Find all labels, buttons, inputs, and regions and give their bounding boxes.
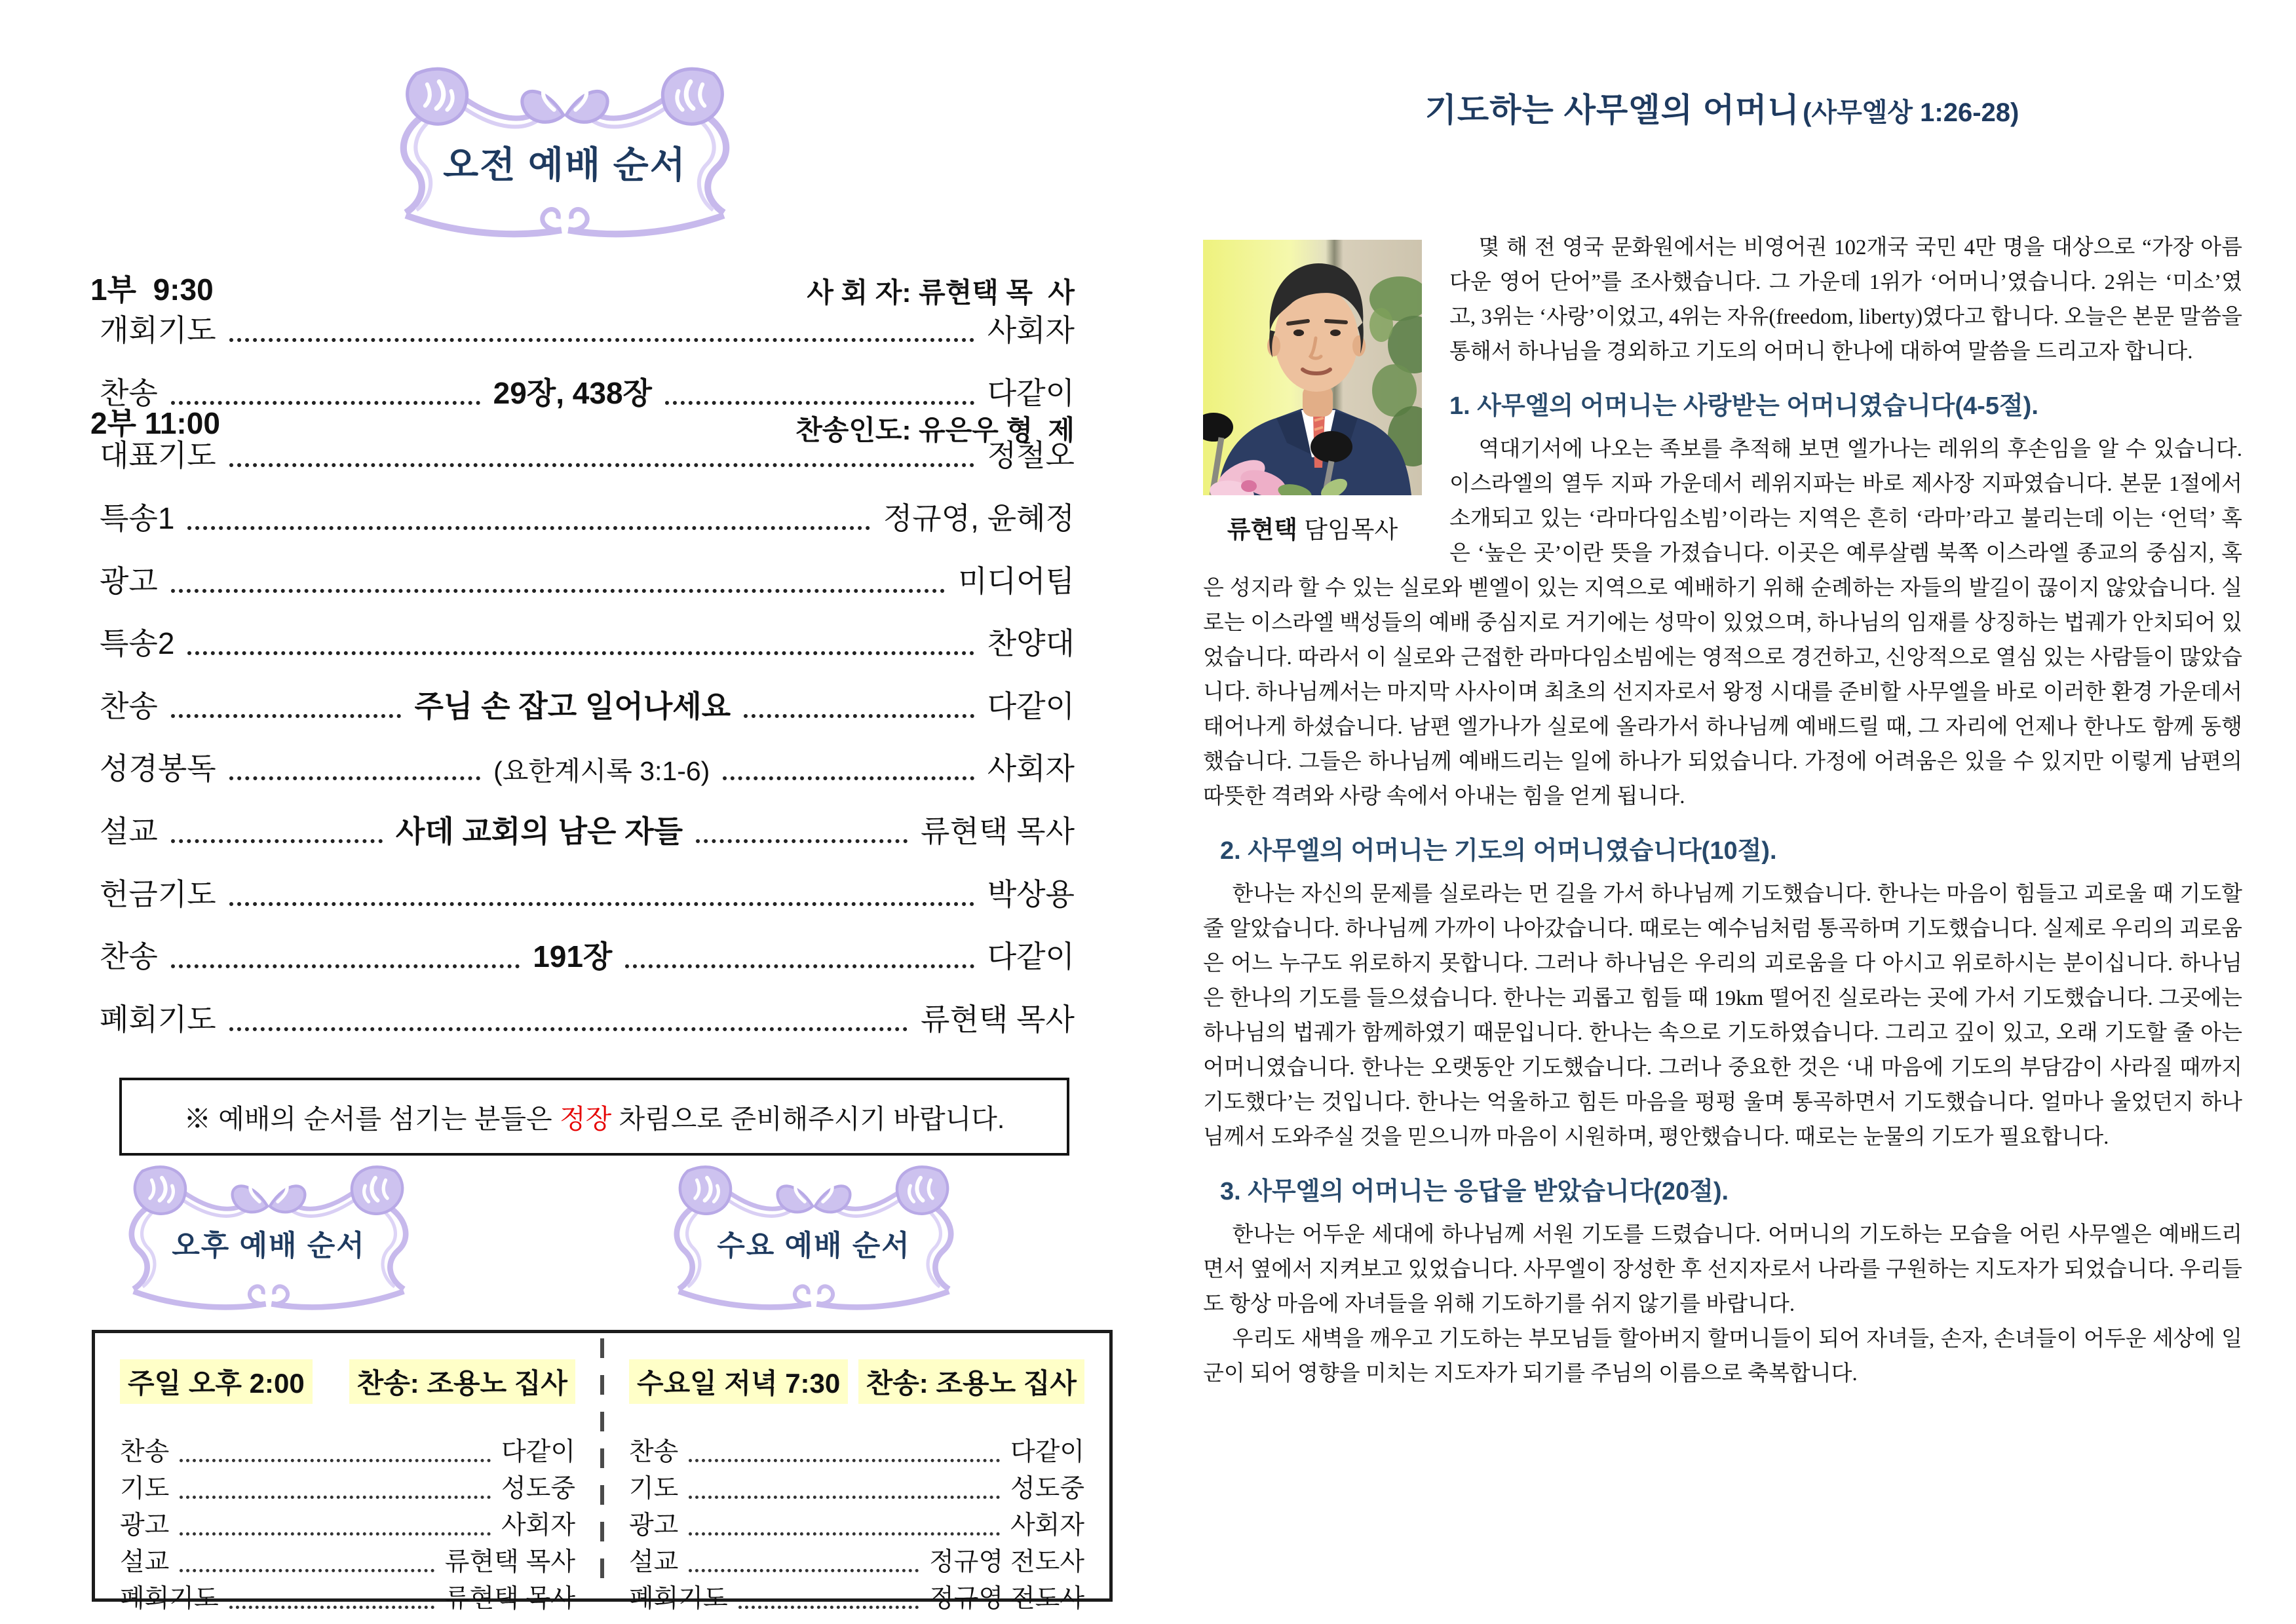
wednesday-schedule-column: [604, 1333, 1109, 1613]
dotted-leader: [689, 1569, 919, 1572]
dotted-leader: [696, 839, 908, 843]
dotted-leader: [723, 776, 974, 780]
song-leader-line: 찬송인도: 유은우 형 제: [795, 415, 1075, 445]
order-row-representative-prayer: 대표기도 정철오: [100, 438, 1075, 473]
wednesday-leader-badge: 찬송: 조용노 집사: [858, 1359, 1084, 1404]
dotted-leader: [229, 776, 480, 780]
dotted-leader: [665, 401, 974, 405]
pastor-photo: [1203, 240, 1422, 495]
schedule-row: 기도 성도중: [120, 1475, 575, 1503]
page-right-sermon: [1148, 0, 2296, 1624]
pastor-name: 류현택: [1227, 516, 1297, 543]
order-row-special-song-1: 특송1 정규영, 윤혜정: [100, 500, 1075, 535]
afternoon-service-title: 오후 예배 순서: [172, 1230, 366, 1262]
sermon-section-3-paragraph-2: 우리도 새벽을 깨우고 기도하는 부모님들 할아버지 할머니들이 되어 자녀들, 손자, 손녀들이 어두운 세상에 일군이 되어 영향을 미치는 지도자가 되기를 주님의 이름으로 축복합니다.: [1203, 1327, 2242, 1386]
dotted-leader: [229, 338, 974, 342]
morning-service-title: 오전 예배 순서: [443, 144, 687, 185]
dotted-leader: [171, 964, 520, 968]
sermon-section-3-paragraph-1: 한나는 어두운 세대에 하나님께 서원 기도를 드렸습니다. 어머니의 기도하는 모습을 어린 사무엘은 예배드리면서 옆에서 지켜보고 있었습니다. 사무엘이 장성한 후 선지자로서 나라를 구원하는 지도자가 되었습니다. 우리들도 항상 마음에 자녀들을 위해 기도하기를 쉬지 않기를 바랍니다.: [1203, 1223, 2242, 1316]
sermon-title-text: 기도하는 사무엘의 어머니: [1425, 92, 1800, 128]
afternoon-schedule-header: [120, 1359, 575, 1404]
dotted-leader: [171, 589, 945, 593]
order-row-hymn: 찬송 29장, 438장 다같이: [100, 375, 1075, 410]
wednesday-ornament-frame: [643, 1156, 984, 1327]
dotted-leader: [689, 1459, 1000, 1462]
afternoon-leader-badge: 찬송: 조용노 집사: [349, 1359, 575, 1404]
worship-order-list: [100, 307, 1075, 1039]
dress-code-notice: ※ 예배의 순서를 섬기는 분들은 정장 차림으로 준비해주시기 바랍니다.: [119, 1078, 1069, 1156]
sermon-body: [1203, 231, 2242, 1391]
schedule-row: 설교 정규영 전도사: [629, 1548, 1084, 1576]
order-row-closing-prayer: 폐회기도 류현택 목사: [100, 1002, 1075, 1036]
order-row-scripture-reading: 성경봉독 (요한계시록 3:1-6) 사회자: [100, 751, 1075, 787]
order-row-sermon: 설교 사데 교회의 남은 자들 류현택 목사: [100, 814, 1075, 848]
sermon-title: [1148, 84, 2296, 131]
sermon-section-2-heading: 2. 사무엘의 어머니는 기도의 어머니였습니다(10절).: [1220, 837, 1777, 865]
dotted-leader: [171, 839, 383, 843]
order-row-announcements: 광고 미디어팀: [100, 563, 1075, 598]
dress-code-emphasis: 정장: [559, 1104, 612, 1134]
wednesday-schedule-rows: [629, 1431, 1084, 1615]
schedule-row: 설교 류현택 목사: [120, 1548, 575, 1576]
dotted-leader: [180, 1569, 434, 1572]
dotted-leader: [229, 463, 974, 467]
schedule-row: 기도 성도중: [629, 1475, 1084, 1503]
presider-line: 사 회 자: 류현택 목 사: [807, 277, 1075, 308]
dotted-leader: [187, 651, 974, 655]
sermon-section-1-heading: 1. 사무엘의 어머니는 사랑받는 어머니였습니다(4-5절).: [1449, 392, 2038, 420]
schedule-row: 광고 사회자: [120, 1511, 575, 1539]
schedule-row: 폐회기도 류현택 목사: [120, 1585, 575, 1613]
wednesday-schedule-header: [629, 1359, 1084, 1404]
floral-ornament-frame: [364, 56, 765, 257]
afternoon-schedule-rows: [120, 1431, 575, 1615]
afternoon-time-badge: 주일 오후 2:00: [120, 1359, 313, 1404]
schedule-row: 폐회기도 정규영 전도사: [629, 1585, 1084, 1613]
schedule-row: 찬송 다같이: [120, 1438, 575, 1466]
afternoon-ornament-frame: [98, 1156, 439, 1327]
dotted-leader: [744, 714, 974, 718]
order-row-offering-prayer: 헌금기도 박상용: [100, 877, 1075, 911]
sermon-section-1-paragraph: 역대기서에 나오는 족보를 추적해 보면 엘가나는 레위의 후손임을 알 수 있습니다. 이스라엘의 열두 지파 가운데서 레위지파는 바로 제사장 지파였습니다. 본문 1절에서 소개되고 있는 ‘라마다임소빔’이라는 지역은 흔히 ‘라마’라고 불리는데 이는 ‘언덕’ 혹은 ‘높은 곳’이란 뜻을 가졌습니다. 이곳은 예루살렘 북쪽 이스라엘 종교의 중심지, 혹은 성지라 할 수 있는 실로와 벧엘이 있는 지역으로 예배하기 위해 순례하는 자들의 발길이 끊이지 않았습니다. 실로는 이스라엘 백성들의 예배 중심지로 거기에는 성막이 있었으며, 하나님의 임재를 상징하는 법궤가 안치되어 있었습니다. 따라서 이 실로와 근접한 라마다임소빔에는 영적으로 경건하고, 신앙적으로 열심 있는 사람들이 많았습니다. 하나님께서는 마지막 사사이며 최초의 선지자로서 왕정 시대를 준비할 사무엘을 바로 이러한 환경 가운데서 태어나게 하셨습니다. 남편 엘가나가 실로에 올라가서 하나님께 예배드릴 때, 그 자리에 언제나 한나도 함께 동행했습니다. 그들은 하나님께 예배드리는 일에 하나가 되었습니다. 가정에 어려움은 있을 수 있지만 이렇게 남편의 따뜻한 격려와 사랑 속에서 아내는 힘을 얻게 됩니다.: [1203, 438, 2242, 808]
dotted-leader: [229, 1606, 434, 1609]
wednesday-time-badge: 수요일 저녁 7:30: [629, 1359, 848, 1404]
schedule-box: [92, 1330, 1113, 1613]
dotted-leader: [180, 1459, 491, 1462]
order-row-hymn-standing: 찬송 주님 손 잡고 일어나세요 다같이: [100, 689, 1075, 723]
wednesday-service-title: 수요 예배 순서: [717, 1230, 911, 1262]
dotted-leader: [180, 1496, 491, 1499]
service-time-first: 1부 9:30: [90, 273, 214, 307]
sermon-intro-paragraph: 몇 해 전 영국 문화원에서는 비영어권 102개국 국민 4만 명을 대상으로 “가장 아름다운 영어 단어”를 조사했습니다. 그 가운데 1위가 ‘어머니’였습니다. 2위는 ‘미소’였고, 3위는 ‘사랑’이었고, 4위는 자유(freedom, liberty)였다고 합니다. 오늘은 본문 말씀을 통해서 하나님을 경외하고 기도의 어머니 한나에 대하여 말씀을 드리고자 합니다.: [1449, 236, 2242, 364]
dotted-leader: [689, 1532, 1000, 1536]
order-row-closing-hymn: 찬송 191장 다같이: [100, 939, 1075, 974]
dotted-leader: [187, 526, 870, 530]
pastor-photo-block: [1203, 240, 1422, 547]
dotted-leader: [689, 1496, 1000, 1499]
dotted-leader: [229, 1027, 908, 1031]
afternoon-schedule-column: [95, 1333, 600, 1613]
pastor-role: 담임목사: [1304, 516, 1398, 543]
dotted-leader: [171, 401, 480, 405]
order-row-opening-prayer: 개회기도 사회자: [100, 313, 1075, 347]
dotted-leader: [625, 964, 974, 968]
sermon-section-2-paragraph: 한나는 자신의 문제를 실로라는 먼 길을 가서 하나님께 기도했습니다. 한나는 마음이 힘들고 괴로울 때 기도할 줄 알았습니다. 하나님께 가까이 나아갔습니다. 때로는 예수님처럼 통곡하며 기도했습니다. 실제로 우리의 괴로움은 어느 누구도 위로하지 못합니다. 그러나 하나님은 우리의 괴로움을 다 아시고 위로하시는 분이십니다. 하나님은 한나의 기도를 들으셨습니다. 한나는 괴롭고 힘들 때 19km 떨어진 실로라는 곳에 가서 기도했습니다. 그곳에는 하나님의 법궤가 함께하였기 때문입니다. 한나는 속으로 기도하였습니다. 그리고 깊이 있고, 오래 기도할 줄 아는 어머니였습니다. 한나는 오랫동안 기도했습니다. 그러나 중요한 것은 ‘내 마음에 기도의 부담감이 사라질 때까지 기도했다’는 것입니다. 한나는 억울하고 힘든 마음을 펑펑 울며 통곡하면서 기도했습니다. 얼마나 울었던지 하나님께서 도와주실 것을 믿으니까 마음이 시원하며, 평안했습니다. 때로는 눈물의 기도가 필요합니다.: [1203, 882, 2242, 1149]
schedule-row: 광고 사회자: [629, 1511, 1084, 1539]
dotted-leader: [171, 714, 402, 718]
sermon-section-3-heading: 3. 사무엘의 어머니는 응답을 받았습니다(20절).: [1220, 1178, 1729, 1205]
schedule-row: 찬송 다같이: [629, 1438, 1084, 1466]
dotted-leader: [180, 1532, 491, 1536]
order-row-special-song-2: 특송2 찬양대: [100, 626, 1075, 661]
scripture-reference: (사무엘상 1:26-28): [1803, 98, 2019, 127]
photo-caption: [1203, 512, 1422, 547]
dotted-leader: [738, 1606, 919, 1609]
service-time-second: 2부 11:00: [90, 406, 220, 440]
dotted-leader: [229, 902, 974, 906]
